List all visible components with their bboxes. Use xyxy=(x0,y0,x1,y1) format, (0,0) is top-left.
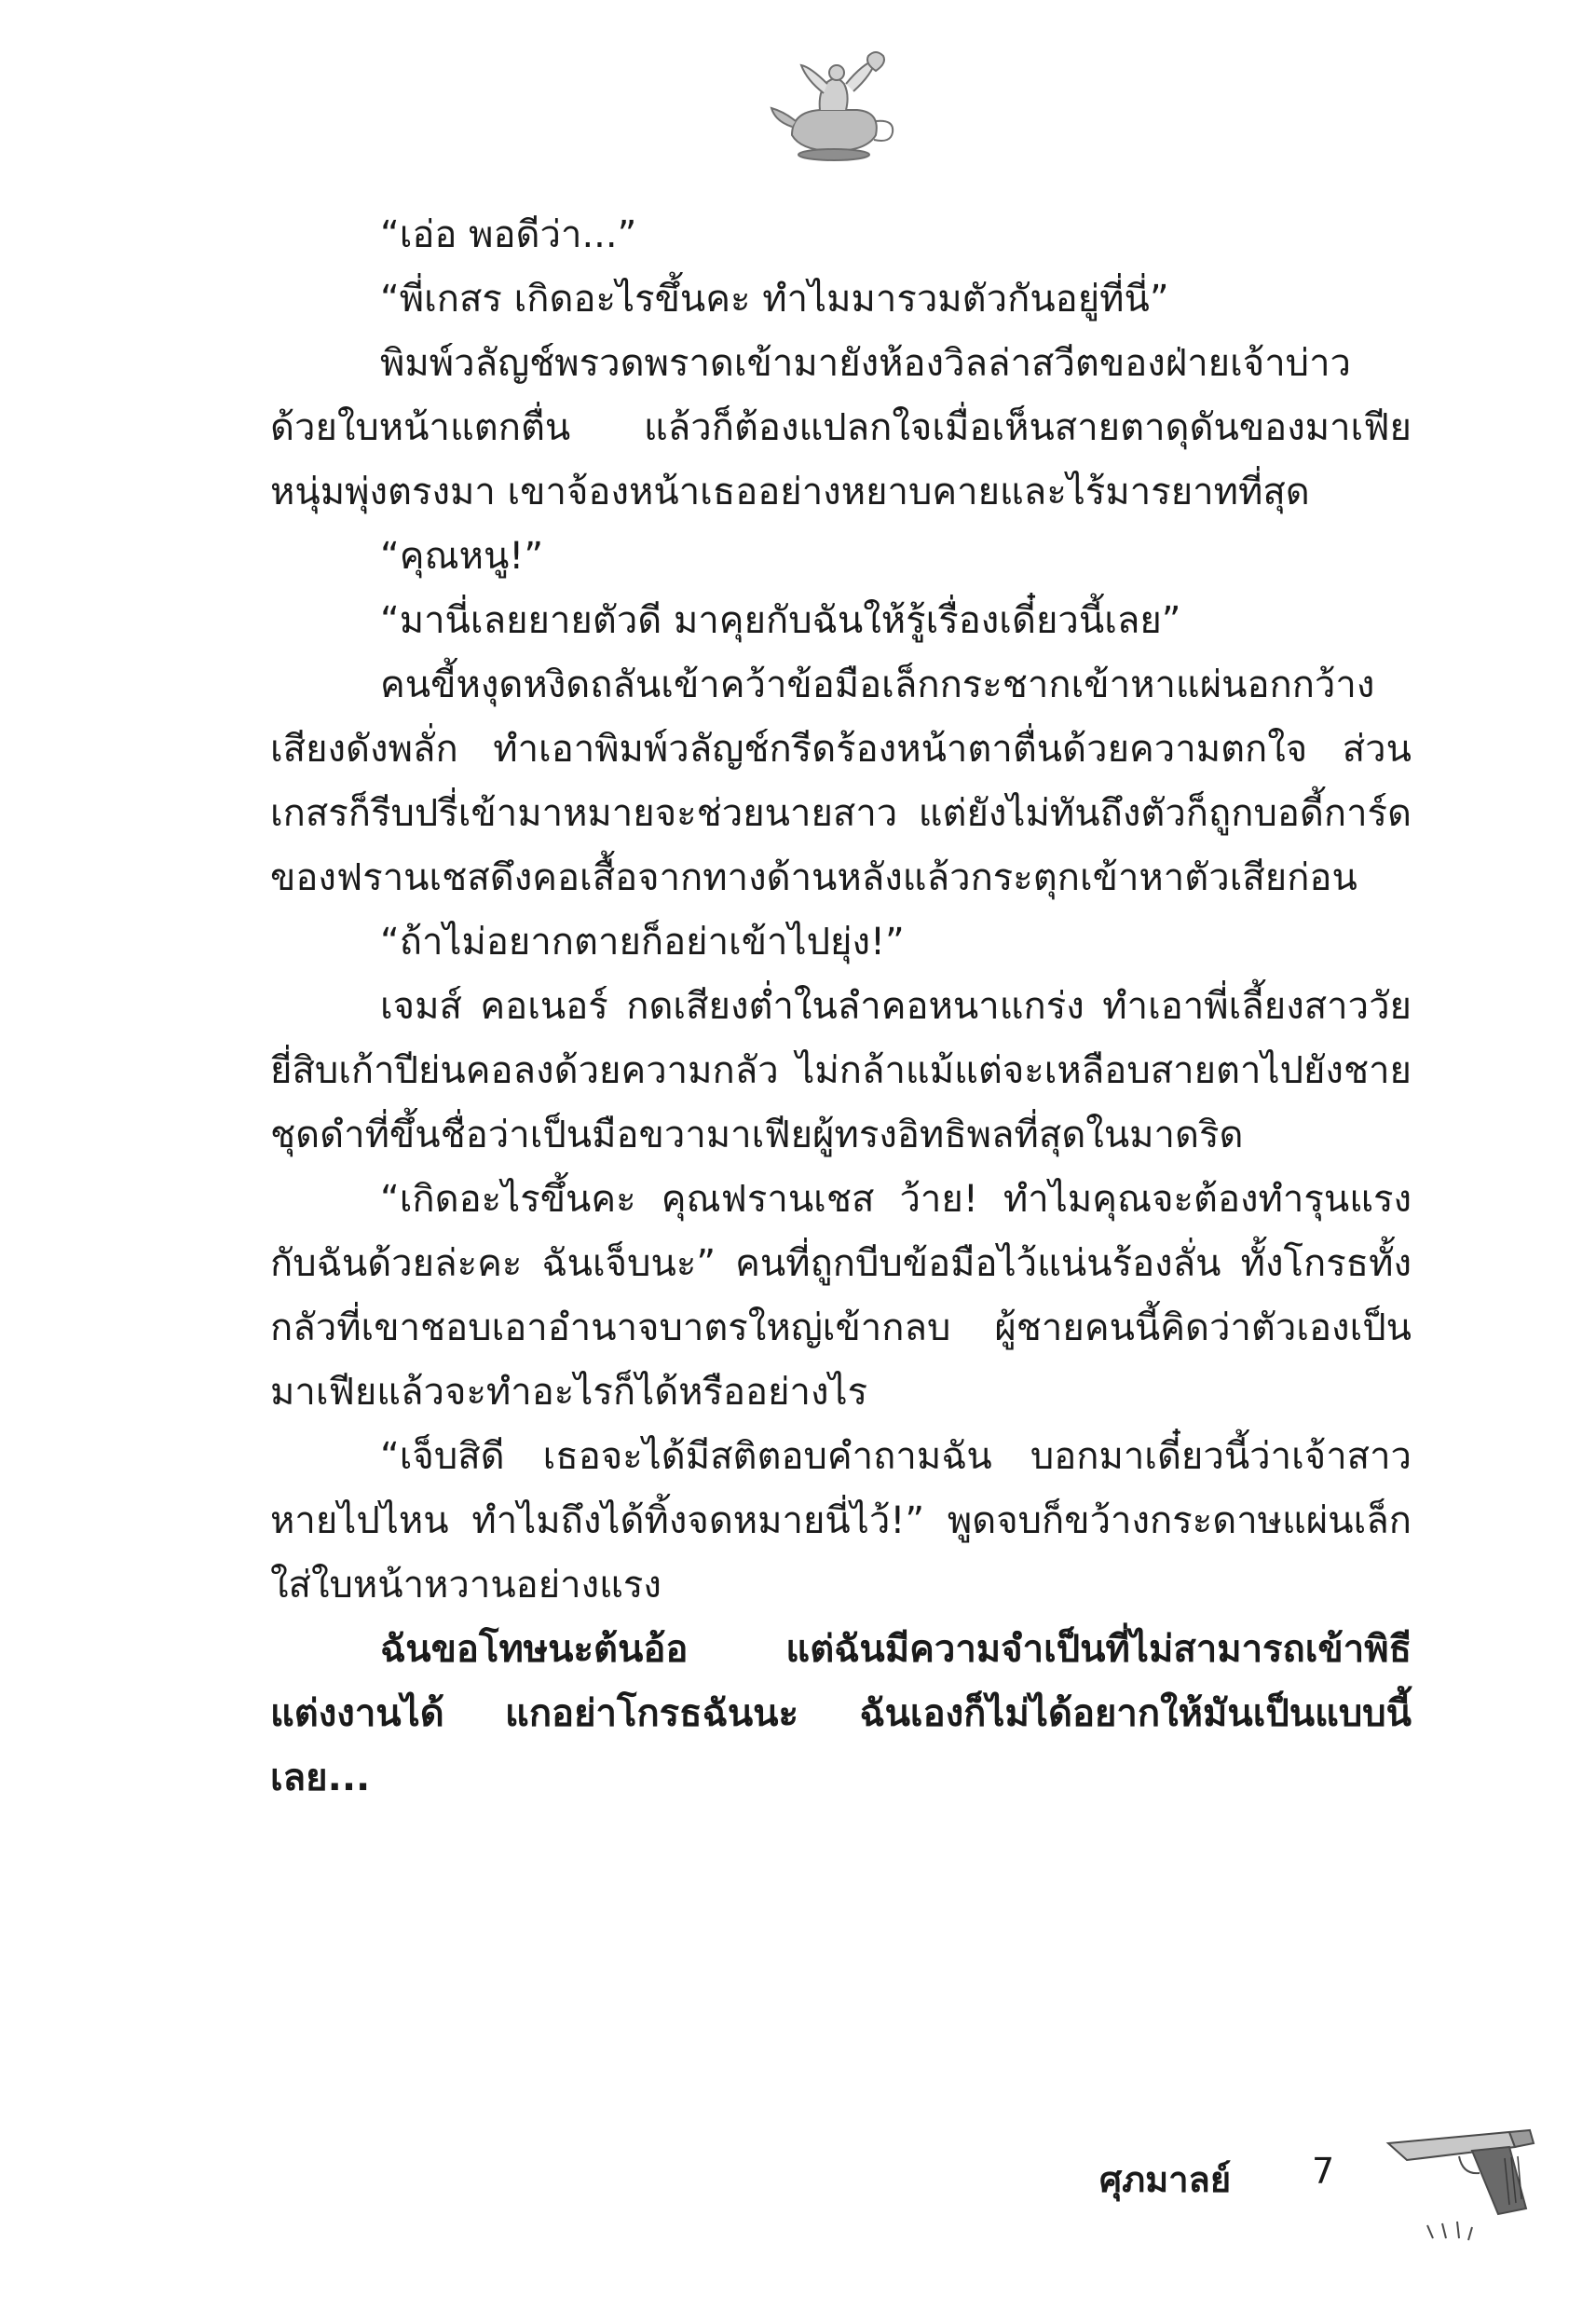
paragraph: “คุณหนู!” xyxy=(380,535,544,578)
author-name: ศุภมาลย์ xyxy=(1099,2159,1232,2200)
paragraph: “พี่เกสร เกิดอะไรขึ้นคะ ทำไมมารวมตัวกันอยู่ที่นี่” xyxy=(380,278,1169,321)
paragraph: “เอ่อ พอดีว่า...” xyxy=(380,213,637,256)
paragraph: “เจ็บสิดี เธอจะได้มีสติตอบคำถามฉัน บอกมาเดี๋ยวนี้ว่าเจ้าสาวหายไปไหน ทำไมถึงได้ทิ้งจดหมายนี่ไว้!” พูดจบก็ขว้างกระดาษแผ่นเล็กใส่ใบหน้าหวานอย่างแรง xyxy=(270,1435,1412,1607)
paragraph: คนขี้หงุดหงิดถลันเข้าคว้าข้อมือเล็กกระชากเข้าหาแผ่นอกกว้างเสียงดังพลั่ก ทำเอาพิมพ์วลัญช์กรีดร้องหน้าตาตื่นด้วยความตกใจ ส่วนเกสรก็รีบปรี่เข้ามาหมายจะช่วยนายสาว แต่ยังไม่ทันถึงตัวก็ถูกบอดี้การ์ดของฟรานเชสดึงคอเสื้อจากทางด้านหลังแล้วกระตุกเข้าหาตัวเสียก่อน xyxy=(270,663,1412,899)
paragraph: “ถ้าไม่อยากตายก็อย่าเข้าไปยุ่ง!” xyxy=(380,921,905,964)
paragraph: พิมพ์วลัญช์พรวดพราดเข้ามายังห้องวิลล่าสวีตของฝ่ายเจ้าบ่าวด้วยใบหน้าแตกตื่น แล้วก็ต้องแปลกใจเมื่อเห็นสายตาดุดันของมาเฟียหนุ่มพุ่งตรงมา เขาจ้องหน้าเธออย่างหยาบคายและไร้มารยาทที่สุด xyxy=(270,342,1412,513)
pistol-ornament-icon xyxy=(1370,2106,1556,2264)
page-number: 7 xyxy=(1312,2151,1335,2192)
paragraph: “เกิดอะไรขึ้นคะ คุณฟรานเชส ว้าย! ทำไมคุณจะต้องทำรุนแรงกับฉันด้วยล่ะคะ ฉันเจ็บนะ” คนที่ถูกบีบข้อมือไว้แน่นร้องลั่น ทั้งโกรธทั้งกลัวที่เขาชอบเอาอำนาจบาตรใหญ่เข้ากลบ ผู้ชายคนนี้คิดว่าตัวเองเป็นมาเฟียแล้วจะทำอะไรก็ได้หรืออย่างไร xyxy=(270,1178,1412,1414)
paragraph: เจมส์ คอเนอร์ กดเสียงต่ำในลำคอหนาแกร่ง ทำเอาพี่เลี้ยงสาววัยยี่สิบเก้าปีย่นคอลงด้วยความกลัว ไม่กล้าแม้แต่จะเหลือบสายตาไปยังชายชุดดำที่ขึ้นชื่อว่าเป็นมือขวามาเฟียผู้ทรงอิทธิพลที่สุดในมาดริด xyxy=(270,985,1412,1156)
teapot-angel-ornament-icon xyxy=(764,47,904,168)
page-footer xyxy=(1099,2151,1342,2207)
letter-paragraph: ฉันขอโทษนะต้นอ้อ แต่ฉันมีความจำเป็นที่ไม่สามารถเข้าพิธีแต่งงานได้ แกอย่าโกรธฉันนะ ฉันเองก็ไม่ได้อยากให้มันเป็นแบบนี้เลย... xyxy=(270,1628,1412,1799)
paragraph: “มานี่เลยยายตัวดี มาคุยกับฉันให้รู้เรื่องเดี๋ยวนี้เลย” xyxy=(380,599,1181,642)
body-text xyxy=(270,203,1412,1811)
